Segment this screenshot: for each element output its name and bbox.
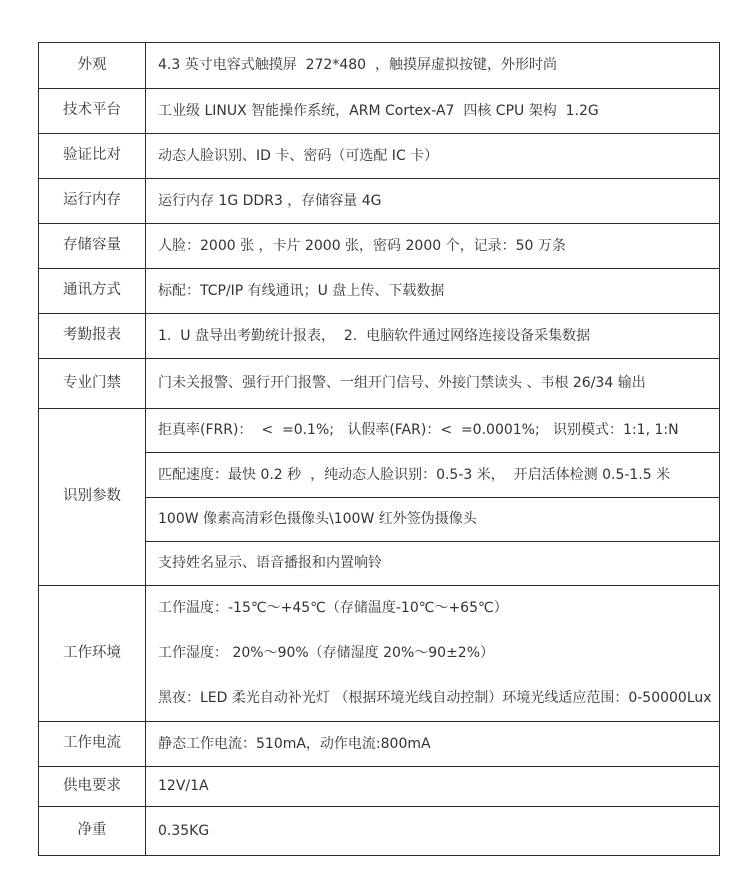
table-row: [39, 722, 720, 767]
row-label: 验证比对: [39, 134, 146, 179]
row-value: 工业级 LINUX 智能操作系统，ARM Cortex-A7 四核 CPU 架构 1.2G: [146, 89, 720, 134]
env-line: 工作湿度： 20%～90%（存储湿度 20%～90±2%）: [158, 645, 495, 662]
row-value: 4.3 英寸电容式触摸屏 272*480 ，触摸屏虚拟按键，外形时尚: [146, 43, 720, 89]
row-value: 12V/1A: [146, 767, 720, 807]
row-label: 存储容量: [39, 224, 146, 269]
env-line: 黑夜：LED 柔光自动补光灯 （根据环境光线自动控制）环境光线适应范围：0-50000Lux: [158, 690, 712, 707]
row-value: 静态工作电流：510mA，动作电流:800mA: [146, 722, 720, 767]
row-label: 供电要求: [39, 767, 146, 807]
row-value: 拒真率(FRR)： < =0.1%; 认假率(FAR)：< =0.0001%; 识别模式：1:1, 1:N: [146, 409, 720, 453]
table-row: [39, 179, 720, 224]
table-row: [39, 807, 720, 856]
row-value: 支持姓名显示、语音播报和内置响铃: [146, 542, 720, 586]
row-value: 匹配速度：最快 0.2 秒 ，纯动态人脸识别：0.5-3 米， 开启活体检测 0.5-1.5 米: [146, 453, 720, 498]
spec-table: [38, 42, 720, 856]
row-value: 运行内存 1G DDR3 ，存储容量 4G: [146, 179, 720, 224]
row-value: 0.35KG: [146, 807, 720, 856]
row-label: 考勤报表: [39, 314, 146, 359]
row-label: 工作环境: [39, 586, 146, 722]
row-label: 专业门禁: [39, 359, 146, 409]
row-value: [146, 586, 720, 722]
row-value: 动态人脸识别、ID 卡、密码（可选配 IC 卡）: [146, 134, 720, 179]
row-label: 工作电流: [39, 722, 146, 767]
table-row: [39, 359, 720, 409]
row-value: 门未关报警、强行开门报警、一组开门信号、外接门禁读头 、韦根 26/34 输出: [146, 359, 720, 409]
row-label: 运行内存: [39, 179, 146, 224]
row-value: 100W 像素高清彩色摄像头\100W 红外签伪摄像头: [146, 498, 720, 542]
row-value: 1. U 盘导出考勤统计报表， 2. 电脑软件通过网络连接设备采集数据: [146, 314, 720, 359]
row-label: 外观: [39, 43, 146, 89]
table-row: [39, 314, 720, 359]
row-value: 标配：TCP/IP 有线通讯；U 盘上传、下载数据: [146, 269, 720, 314]
table-row: [39, 134, 720, 179]
table-row: [39, 89, 720, 134]
row-value: 人脸：2000 张 ，卡片 2000 张，密码 2000 个，记录：50 万条: [146, 224, 720, 269]
table-row: [39, 269, 720, 314]
env-line: 工作温度：-15℃～+45℃（存储温度-10℃～+65℃）: [158, 600, 508, 617]
row-label: 通讯方式: [39, 269, 146, 314]
row-label: 技术平台: [39, 89, 146, 134]
table-row: [39, 43, 720, 89]
table-row: [39, 409, 720, 453]
table-row: [39, 224, 720, 269]
row-label: 识别参数: [39, 409, 146, 586]
table-row: [39, 586, 720, 722]
row-label: 净重: [39, 807, 146, 856]
table-row: [39, 767, 720, 807]
